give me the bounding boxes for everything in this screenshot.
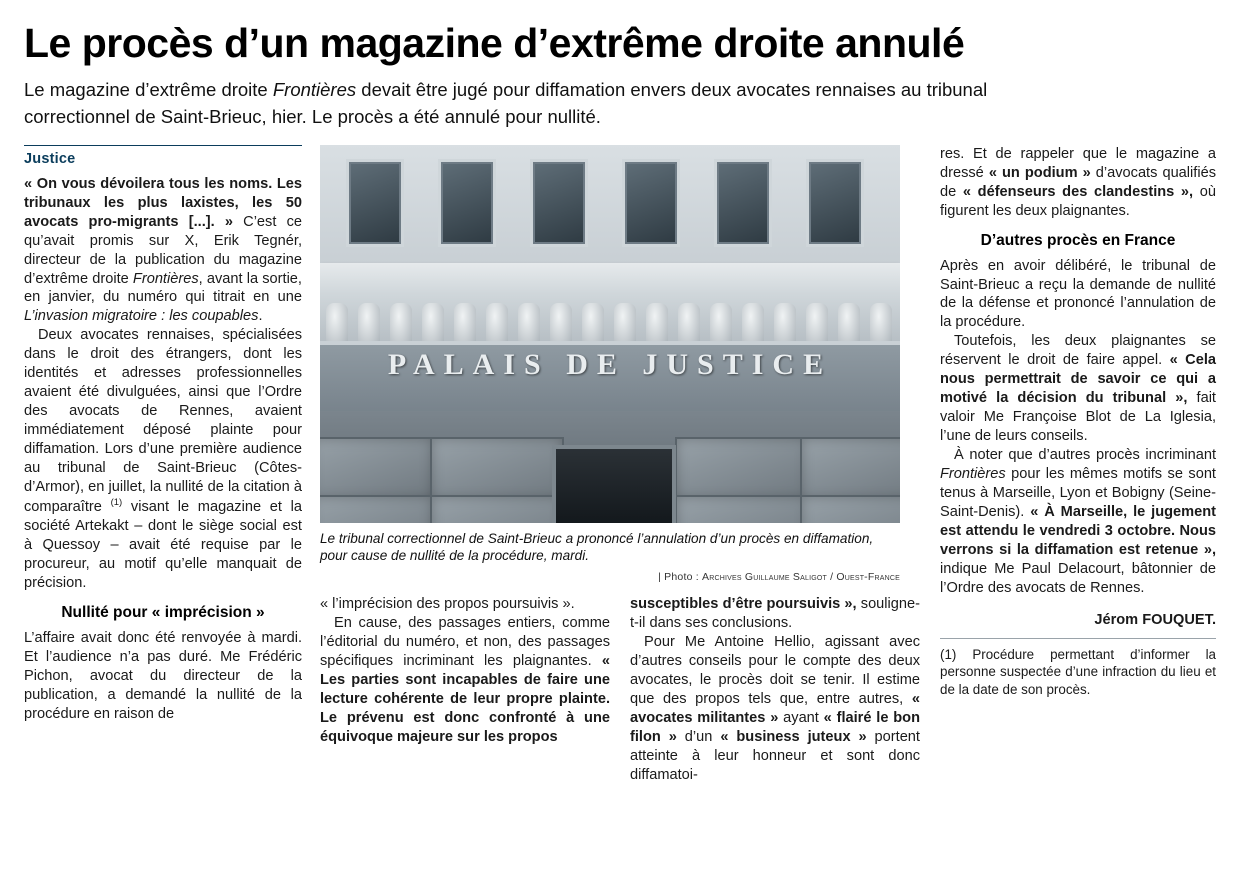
- byline: Jérom FOUQUET.: [1094, 611, 1216, 628]
- paragraph-8-text-2: d’avocats qualifiés de: [940, 164, 1216, 200]
- paragraph-8-quote-1: « un podium »: [988, 164, 1091, 181]
- balustrade: [320, 295, 900, 347]
- paragraph-9: Après en avoir délibéré, le tribunal de Saint-Brieuc a reçu la demande de nullité de la défense et prononcé l’annulation de la procédure.: [940, 257, 1216, 331]
- paragraph-7-text-1: Pour Me Antoine Hellio, agissant avec d’autres conseils pour le compte des deux avocates, le procès doit se tenir. Il estime que des propos tels que, entre autres,: [630, 634, 920, 708]
- photo-credit-value: Archives Guillaume Saligot / Ouest-France: [701, 571, 900, 584]
- facade-window: [714, 159, 772, 247]
- photo-credit-label: | Photo :: [658, 571, 699, 584]
- middle-lower-columns: [320, 595, 920, 785]
- paragraph-11-text-1: À noter que d’autres procès incriminant: [954, 447, 1216, 464]
- stone-block: [320, 437, 434, 501]
- paragraph-7-text-3: d’un: [676, 729, 721, 746]
- standfirst-magazine-name: Frontières: [272, 79, 357, 101]
- paragraph-6-text: souligne-t-il dans ses conclusions.: [630, 596, 920, 632]
- paragraph-7-text-4: portent atteinte à leur honneur et sont donc diffamatoi-: [630, 729, 920, 784]
- photo-block: [320, 145, 900, 584]
- paragraph-5: [320, 614, 610, 747]
- page-title: Le procès d’un magazine d’extrême droite annulé: [24, 20, 965, 66]
- courthouse-photo: [320, 145, 900, 523]
- paragraph-10-text-1: Toutefois, les deux plaignantes se réservent le droit de faire appel.: [940, 333, 1216, 369]
- middle-column: [320, 145, 920, 785]
- magazine-name-1: Frontières: [132, 270, 199, 287]
- paragraph-11: [940, 446, 1216, 598]
- facade-window: [346, 159, 404, 247]
- paragraph-7: [630, 633, 920, 785]
- article-columns: [24, 145, 1218, 785]
- paragraph-7-quote-1: « avocates militantes »: [630, 691, 920, 727]
- paragraph-5-text: En cause, des passages entiers, comme l’éditorial du numéro, et non, des passages spécifiques incriminant les plaignantes.: [320, 615, 610, 670]
- stone-block: [800, 437, 900, 501]
- lead-text-3: .: [258, 308, 263, 325]
- lead-text-1: C’est ce qu’avait promis sur X, Erik Tegnér, directeur de la publication du magazine d’extrême droite: [24, 213, 302, 287]
- middle-subcolumn-1: [320, 595, 630, 785]
- paragraph-2-text-1: Deux avocates rennaises, spécialisées dans le droit des étrangers, dont les identités et adresses professionnelles avaient été divulguées, ainsi que l’Ordre des avocats de Rennes, avaient immédiatement déposé plainte pour diffamation. Lors d’une première audience au tribunal de Saint-Brieuc (Côtes-d’Armor), en juillet, la nullité de la citation à comparaître: [24, 327, 302, 515]
- stone-block: [800, 495, 900, 523]
- right-column: [920, 145, 1216, 699]
- paragraph-8-quote-2: « défenseurs des clandestins »,: [962, 183, 1194, 200]
- standfirst-part-2: devait être jugé pour diffamation envers deux avocates rennaises au tribunal correctionnel de Saint-Brieuc, hier. Le procès a été annulé pour nullité.: [24, 79, 988, 127]
- standfirst: [24, 77, 1084, 131]
- paragraph-5-quote: « Les parties sont incapables de faire une lecture cohérente de leur propre plainte. Le prévenu est donc confronté à une équivoque majeure sur les propos: [320, 653, 610, 746]
- stone-block: [675, 437, 809, 501]
- paragraph-8-text-3: où figurent les deux plaignantes.: [940, 183, 1216, 219]
- facade-window: [622, 159, 680, 247]
- stone-block: [320, 495, 434, 523]
- paragraph-7-text-2: ayant: [778, 710, 824, 727]
- footnote: (1) Procédure permettant d’informer la personne suspectée d’une infraction du lieu et de la date de son procès.: [940, 638, 1216, 698]
- stone-block: [430, 437, 564, 501]
- paragraph-2-text-2: visant le magazine et la société Artekakt – dont le siège social est à Quessoy – avait été requise par le procureur, au motif qu’elle manquait de précision.: [24, 499, 303, 591]
- footnote-marker: (1): [110, 497, 123, 509]
- facade-window: [530, 159, 588, 247]
- paragraph-7-quote-2: « flairé le bon filon »: [630, 710, 921, 746]
- paragraph-8: [940, 145, 1216, 221]
- paragraph-11-text-2: pour les mêmes motifs se sont tenus à Marseille, Lyon et Bobigny (Seine-Saint-Denis).: [940, 466, 1216, 521]
- lead-text-2: , avant la sortie, en janvier, du numéro qui titrait en une: [24, 270, 302, 306]
- left-column: [24, 145, 320, 724]
- paragraph-8-text-1: res. Et de rappeler que le magazine a dressé: [940, 145, 1216, 181]
- courthouse-doorway: [552, 445, 676, 523]
- facade-window: [438, 159, 496, 247]
- paragraph-4: « l’imprécision des propos poursuivis ».: [320, 596, 575, 613]
- photo-credit: [320, 571, 900, 583]
- paragraph-10: [940, 332, 1216, 446]
- stone-block: [675, 495, 809, 523]
- stone-block: [430, 495, 564, 523]
- building-inscription: PALAIS DE JUSTICE: [387, 347, 833, 381]
- issue-title: L’invasion migratoire : les coupables: [24, 308, 259, 325]
- facade-upper: [320, 145, 900, 268]
- paragraph-10-quote: « Cela nous permettrait de savoir ce qui a motivé la décision du tribunal »,: [940, 352, 1217, 407]
- standfirst-part-1: Le magazine d’extrême droite: [24, 79, 273, 101]
- paragraph-10-text-2: fait valoir Me Françoise Blot de La Iglesia, l’une de leurs conseils.: [940, 390, 1216, 445]
- section-rule: [24, 145, 302, 146]
- paragraph-7-quote-3: « business juteux »: [720, 729, 867, 746]
- quote-opening: « On vous dévoilera tous les noms. Les tribunaux les plus laxistes, les 50 avocats pro-migrants [...]. »: [24, 175, 302, 230]
- paragraph-11-quote: « À Marseille, le jugement est attendu le vendredi 3 octobre. Nous verrons si la diffamation est retenue »,: [940, 504, 1217, 559]
- subheading-nullite: Nullité pour « imprécision »: [61, 603, 265, 621]
- paragraph-11-text-3: indique Me Paul Delacourt, bâtonnier de l’Ordre des avocats de Rennes.: [940, 561, 1216, 597]
- photo-caption: Le tribunal correctionnel de Saint-Brieuc a prononcé l’annulation d’un procès en diffamation, pour cause de nullité de la procédure, mardi.: [320, 530, 874, 564]
- magazine-name-2: Frontières: [940, 466, 1006, 483]
- paragraph-6-quote: susceptibles d’être poursuivis »,: [630, 596, 857, 613]
- paragraph-6: [630, 595, 920, 633]
- paragraph-2: [24, 326, 302, 592]
- paragraph-lead: [24, 175, 302, 327]
- facade-window: [806, 159, 864, 247]
- middle-subcolumn-2: [630, 595, 920, 785]
- subheading-autres-proces: D’autres procès en France: [980, 231, 1176, 249]
- section-kicker: Justice: [24, 150, 76, 167]
- paragraph-3: L’affaire avait donc été renvoyée à mardi. Et l’audience n’a pas duré. Me Frédéric Pichon, avocat du directeur de la publication, a demandé la nullité de la procédure en raison de: [24, 629, 302, 722]
